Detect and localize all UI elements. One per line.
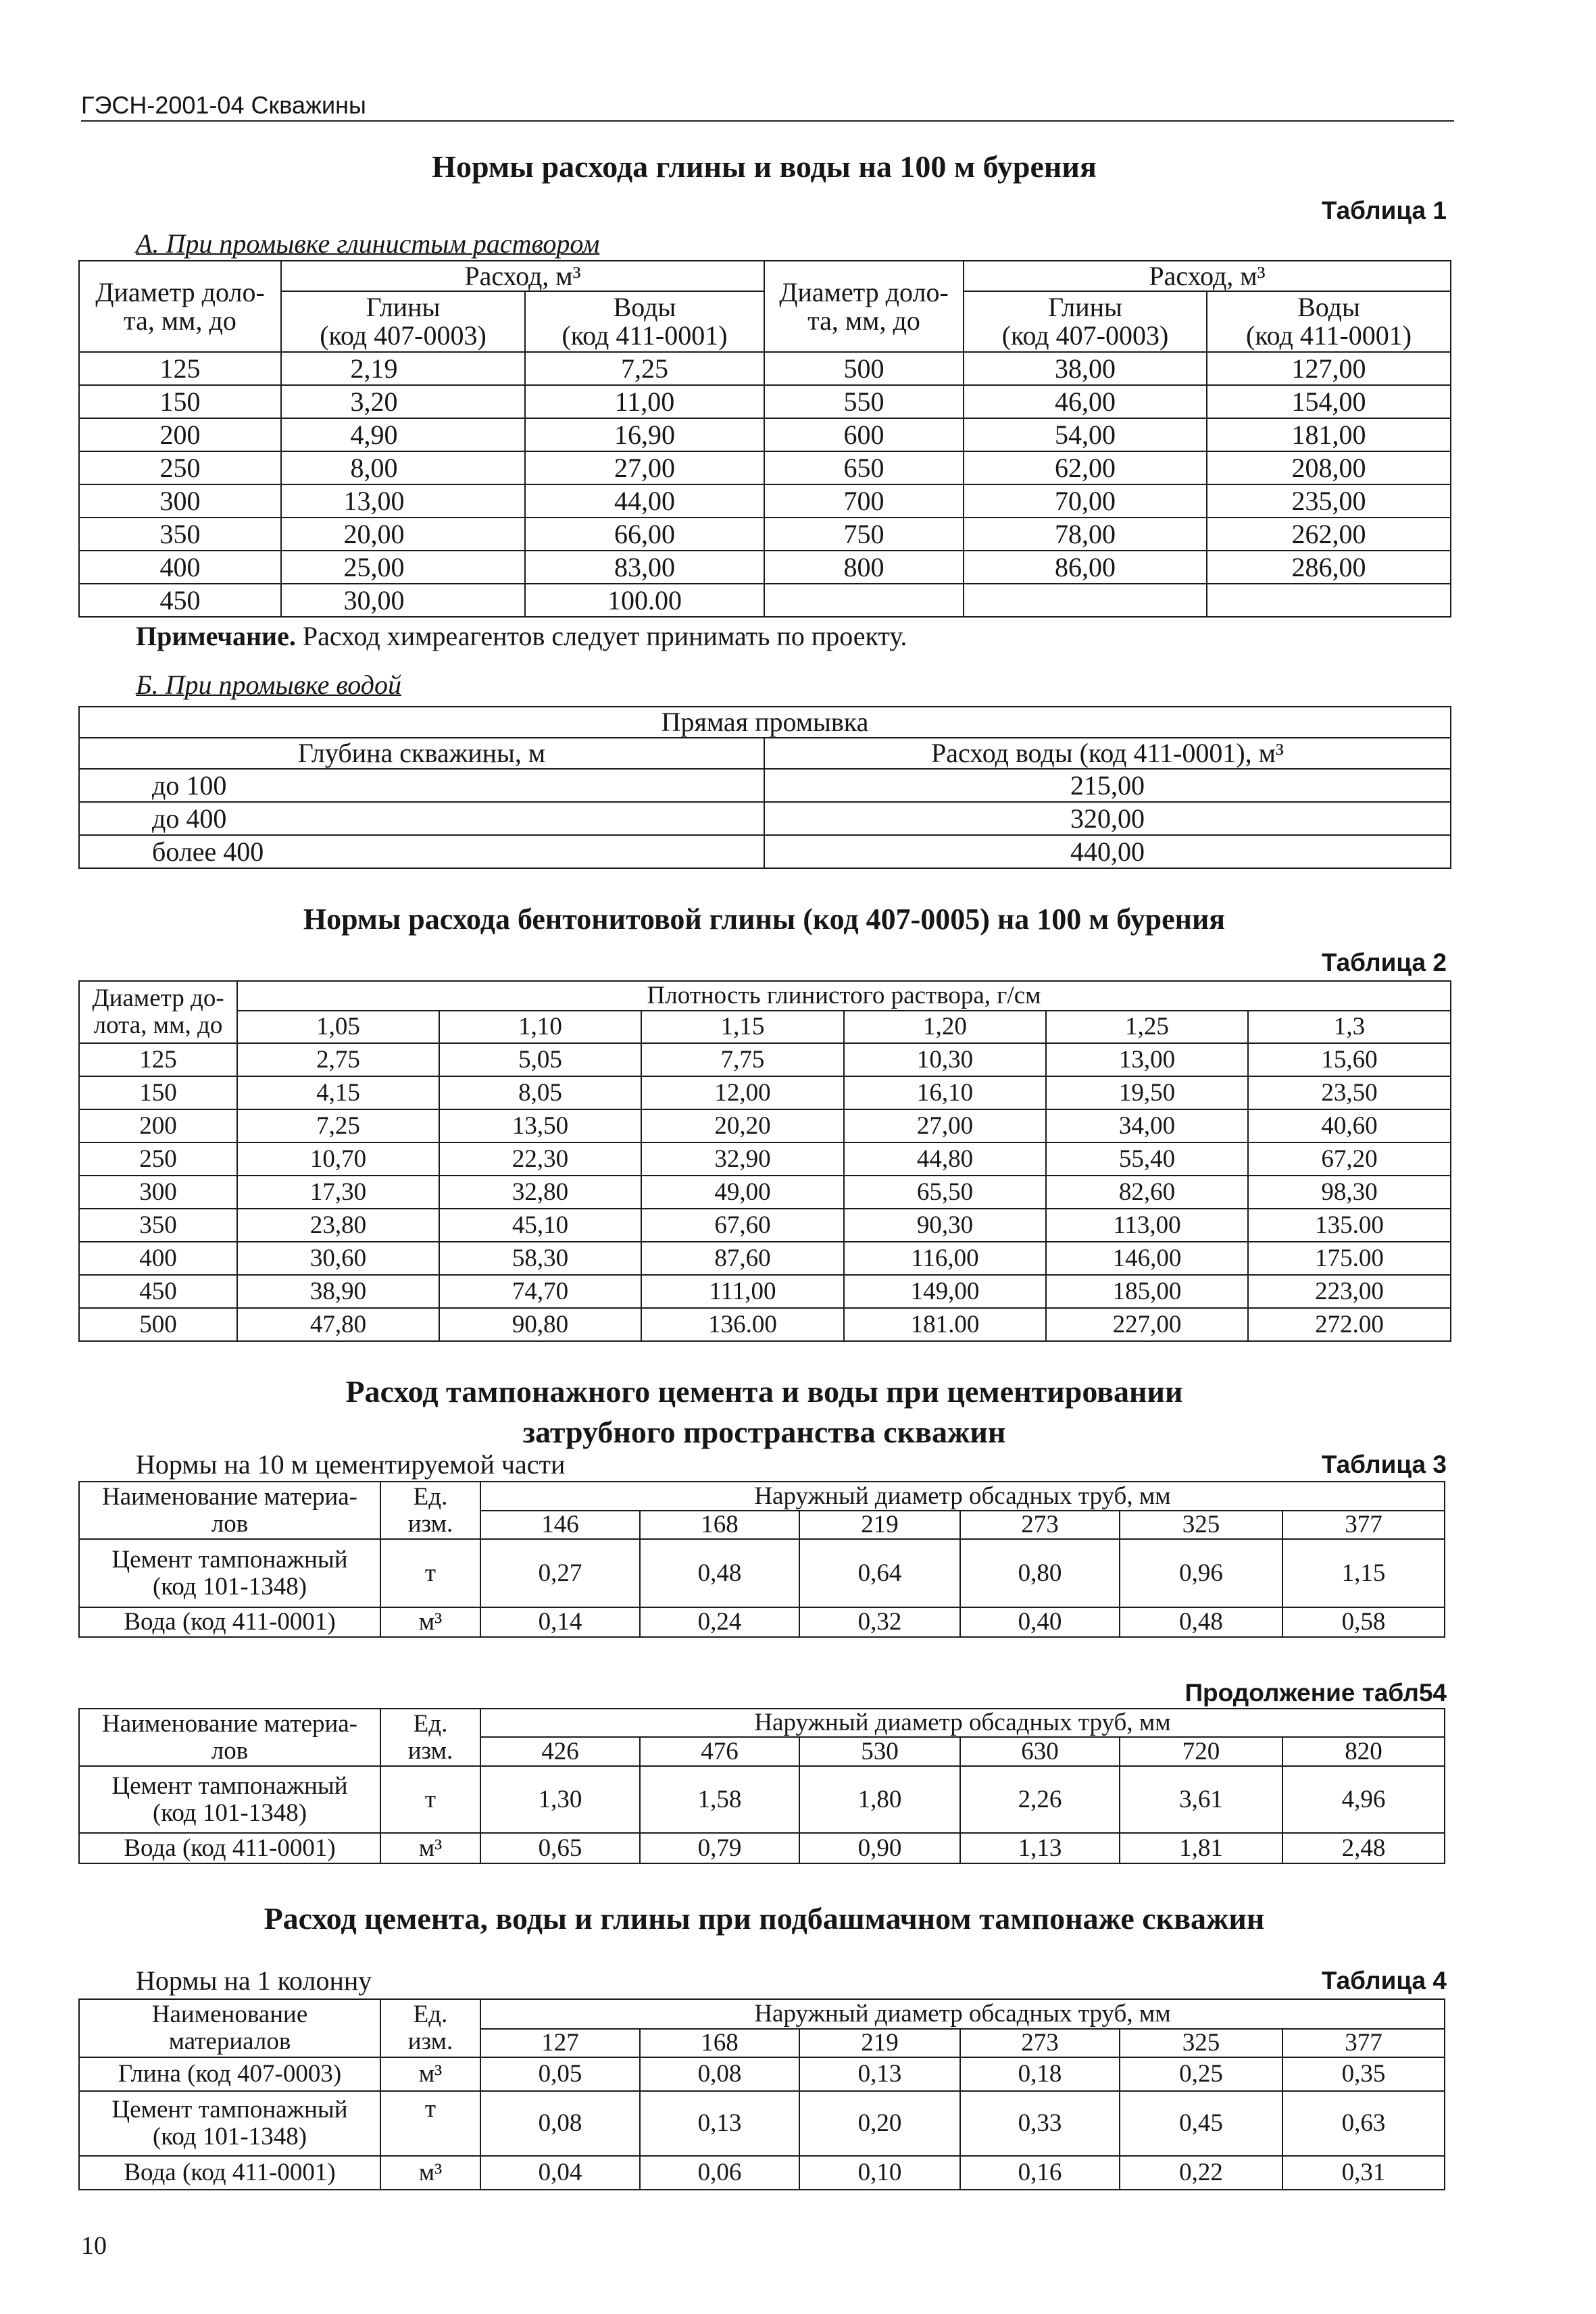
consumption-value-cell: 0,13: [799, 2057, 960, 2091]
diameter-cell: 500: [79, 1308, 237, 1341]
table-row: [79, 2057, 1445, 2091]
shoe-plugging-table: [78, 1998, 1445, 2190]
bentonite-consumption-cell: 55,40: [1046, 1142, 1248, 1176]
table-header-row: [79, 1709, 1445, 1737]
table-row: [79, 1275, 1451, 1308]
bentonite-consumption-cell: 58,30: [439, 1242, 641, 1275]
bentonite-clay-table: [78, 980, 1451, 1342]
consumption-value-cell: 0,14: [480, 1607, 640, 1637]
table-header: [79, 707, 1451, 769]
bentonite-consumption-cell: 65,50: [844, 1176, 1046, 1209]
water-header: Воды (код 411-0001): [525, 291, 764, 352]
table-body: [79, 2057, 1445, 2190]
consumption-header: Расход, м³: [281, 261, 764, 291]
water-consumption-cell: 215,00: [764, 769, 1451, 802]
bentonite-consumption-cell: 67,20: [1248, 1142, 1451, 1176]
bentonite-consumption-cell: 38,90: [237, 1275, 439, 1308]
pipe-diameter-cell: 168: [640, 2029, 799, 2057]
table-row: [79, 1076, 1451, 1109]
diameter-cell: 250: [79, 451, 281, 484]
bentonite-consumption-cell: 12,00: [641, 1076, 844, 1109]
diameter-cell: 350: [79, 518, 281, 551]
bentonite-consumption-cell: 116,00: [844, 1242, 1046, 1275]
consumption-value-cell: 1,13: [960, 1833, 1120, 1863]
water-consumption-cell: 100.00: [525, 584, 764, 617]
water-consumption-cell: 44,00: [525, 484, 764, 518]
table-row: [79, 1176, 1451, 1209]
consumption-value-cell: 0,32: [799, 1607, 960, 1637]
bentonite-consumption-cell: 67,60: [641, 1209, 844, 1242]
unit-header: Ед. изм.: [380, 1482, 480, 1539]
table-body: [79, 1539, 1445, 1637]
unit-header: Ед. изм.: [380, 1999, 480, 2057]
unit-cell: м³: [380, 2057, 480, 2091]
material-name-cell: Вода (код 411-0001): [79, 1607, 380, 1637]
pipe-diameter-cell: 273: [960, 1511, 1120, 1539]
clay-consumption-cell: 86,00: [964, 551, 1207, 584]
clay-consumption-cell: 38,00: [964, 352, 1207, 385]
diameter-cell: 800: [764, 551, 964, 584]
water-consumption-cell: 262,00: [1207, 518, 1451, 551]
clay-mud-flushing-table: [78, 260, 1451, 618]
table-header-row: [79, 1999, 1445, 2029]
table-row: [79, 835, 1451, 868]
consumption-value-cell: 0,20: [799, 2091, 960, 2156]
diameter-cell: 300: [79, 484, 281, 518]
bentonite-consumption-cell: 113,00: [1046, 1209, 1248, 1242]
bentonite-consumption-cell: 98,30: [1248, 1176, 1451, 1209]
running-header: ГЭСН-2001-04 Скважины: [81, 91, 366, 119]
consumption-value-cell: 0,96: [1120, 1539, 1282, 1607]
well-depth-cell: до 400: [79, 802, 764, 835]
table-row: [79, 518, 1451, 551]
consumption-value-cell: 2,48: [1282, 1833, 1445, 1863]
pipe-diameter-cell: 219: [799, 1511, 960, 1539]
table-row: [79, 551, 1451, 584]
bentonite-consumption-cell: 13,50: [439, 1109, 641, 1142]
bentonite-consumption-cell: 227,00: [1046, 1308, 1248, 1341]
bentonite-consumption-cell: 44,80: [844, 1142, 1046, 1176]
consumption-value-cell: 0,31: [1282, 2156, 1445, 2190]
bentonite-consumption-cell: 47,80: [237, 1308, 439, 1341]
pipe-diameter-cell: 168: [640, 1511, 799, 1539]
table4-title: Расход цемента, воды и глины при подбашмачном тампонаже скважин: [264, 1901, 1265, 1936]
water-consumption-cell: 154,00: [1207, 385, 1451, 418]
bentonite-consumption-cell: 272.00: [1248, 1308, 1451, 1341]
bentonite-consumption-cell: 22,30: [439, 1142, 641, 1176]
table-header-row: [79, 981, 1451, 1011]
water-consumption-cell: [1207, 584, 1451, 617]
consumption-value-cell: 0,18: [960, 2057, 1120, 2091]
table3-norm-note: Нормы на 10 м цементируемой части: [136, 1449, 566, 1480]
bentonite-consumption-cell: 13,00: [1046, 1043, 1248, 1076]
table-header: [79, 261, 1451, 352]
pipe-diameter-cell: 219: [799, 2029, 960, 2057]
consumption-value-cell: 1,58: [640, 1766, 799, 1833]
table-row: [79, 802, 1451, 835]
water-consumption-cell: 83,00: [525, 551, 764, 584]
table3-label: Таблица 3: [1321, 1451, 1447, 1478]
table-header-row: [79, 1482, 1445, 1511]
consumption-value-cell: 0,63: [1282, 2091, 1445, 2156]
diameter-cell: [764, 584, 964, 617]
table-row: [79, 769, 1451, 802]
clay-consumption-cell: 25,00: [281, 551, 525, 584]
bentonite-consumption-cell: 23,80: [237, 1209, 439, 1242]
table1-part-b-caption: Б. При промывке водой: [136, 670, 401, 700]
table4-label: Таблица 4: [1321, 1967, 1447, 1994]
table-row: [79, 584, 1451, 617]
pipe-diameter-cell: 426: [480, 1737, 640, 1766]
pipe-diameter-header: Наружный диаметр обсадных труб, мм: [480, 1709, 1445, 1737]
clay-consumption-cell: [964, 584, 1207, 617]
table-header: [79, 981, 1451, 1043]
material-header: Наименование материа- лов: [79, 1482, 380, 1539]
direct-flushing-header: Прямая промывка: [79, 707, 1451, 738]
consumption-value-cell: 0,58: [1282, 1607, 1445, 1637]
table-body: [79, 769, 1451, 868]
density-header: 1,15: [641, 1011, 844, 1043]
consumption-value-cell: 1,80: [799, 1766, 960, 1833]
table-row: [79, 2156, 1445, 2190]
water-consumption-header: Расход воды (код 411-0001), м³: [764, 738, 1451, 769]
pipe-diameter-cell: 820: [1282, 1737, 1445, 1766]
table-row: [79, 1833, 1445, 1863]
table1-label: Таблица 1: [1321, 197, 1447, 224]
consumption-value-cell: 0,25: [1120, 2057, 1282, 2091]
page-number: 10: [81, 2232, 107, 2260]
pipe-diameter-cell: 325: [1120, 2029, 1282, 2057]
diameter-cell: 550: [764, 385, 964, 418]
clay-consumption-cell: 70,00: [964, 484, 1207, 518]
consumption-value-cell: 3,61: [1120, 1766, 1282, 1833]
well-depth-cell: до 100: [79, 769, 764, 802]
clay-consumption-cell: 4,90: [281, 418, 525, 451]
density-header: 1,05: [237, 1011, 439, 1043]
bentonite-consumption-cell: 10,30: [844, 1043, 1046, 1076]
bentonite-consumption-cell: 15,60: [1248, 1043, 1451, 1076]
bentonite-consumption-cell: 74,70: [439, 1275, 641, 1308]
bentonite-consumption-cell: 49,00: [641, 1176, 844, 1209]
diameter-cell: 200: [79, 418, 281, 451]
table-header-row: [79, 261, 1451, 291]
bentonite-consumption-cell: 34,00: [1046, 1109, 1248, 1142]
consumption-value-cell: 0,24: [640, 1607, 799, 1637]
density-header: 1,10: [439, 1011, 641, 1043]
diameter-cell: 500: [764, 352, 964, 385]
consumption-value-cell: 0,45: [1120, 2091, 1282, 2156]
consumption-value-cell: 1,81: [1120, 1833, 1282, 1863]
consumption-value-cell: 0,22: [1120, 2156, 1282, 2190]
clay-consumption-cell: 78,00: [964, 518, 1207, 551]
table-row: [79, 1607, 1445, 1637]
consumption-value-cell: 0,04: [480, 2156, 640, 2190]
material-name-cell: Цемент тампонажный (код 101-1348): [79, 1766, 380, 1833]
clay-consumption-cell: 54,00: [964, 418, 1207, 451]
consumption-value-cell: 1,15: [1282, 1539, 1445, 1607]
diameter-cell: 250: [79, 1142, 237, 1176]
bentonite-consumption-cell: 135.00: [1248, 1209, 1451, 1242]
diameter-cell: 750: [764, 518, 964, 551]
pipe-diameter-cell: 476: [640, 1737, 799, 1766]
bentonite-consumption-cell: 16,10: [844, 1076, 1046, 1109]
consumption-value-cell: 0,16: [960, 2156, 1120, 2190]
bentonite-consumption-cell: 30,60: [237, 1242, 439, 1275]
consumption-value-cell: 1,30: [480, 1766, 640, 1833]
note-text: Расход химреагентов следует принимать по проекту.: [295, 621, 907, 651]
table-row: [79, 1142, 1451, 1176]
clay-consumption-cell: 20,00: [281, 518, 525, 551]
bentonite-consumption-cell: 32,80: [439, 1176, 641, 1209]
bentonite-consumption-cell: 4,15: [237, 1076, 439, 1109]
diameter-header: Диаметр доло- та, мм, до: [764, 261, 964, 352]
density-group-header: Плотность глинистого раствора, г/см: [237, 981, 1451, 1011]
diameter-cell: 300: [79, 1176, 237, 1209]
water-header: Воды (код 411-0001): [1207, 291, 1451, 352]
table-row: [79, 352, 1451, 385]
diameter-cell: 350: [79, 1209, 237, 1242]
diameter-cell: 400: [79, 1242, 237, 1275]
water-consumption-cell: 27,00: [525, 451, 764, 484]
table-row: [79, 484, 1451, 518]
bentonite-consumption-cell: 10,70: [237, 1142, 439, 1176]
table-row: [79, 1242, 1451, 1275]
material-name-cell: Вода (код 411-0001): [79, 2156, 380, 2190]
pipe-diameter-cell: 325: [1120, 1511, 1282, 1539]
table-row: [79, 385, 1451, 418]
consumption-value-cell: 0,06: [640, 2156, 799, 2190]
density-header: 1,25: [1046, 1011, 1248, 1043]
water-consumption-cell: 208,00: [1207, 451, 1451, 484]
bentonite-consumption-cell: 136.00: [641, 1308, 844, 1341]
bentonite-consumption-cell: 223,00: [1248, 1275, 1451, 1308]
diameter-cell: 450: [79, 584, 281, 617]
table-row: [79, 451, 1451, 484]
cementing-table-continuation: [78, 1708, 1445, 1864]
unit-cell: м³: [380, 1833, 480, 1863]
consumption-value-cell: 0,13: [640, 2091, 799, 2156]
bentonite-consumption-cell: 8,05: [439, 1076, 641, 1109]
table-header: [79, 1709, 1445, 1766]
pipe-diameter-cell: 720: [1120, 1737, 1282, 1766]
unit-cell: т: [380, 1539, 480, 1607]
pipe-diameter-cell: 530: [799, 1737, 960, 1766]
clay-consumption-cell: 2,19: [281, 352, 525, 385]
consumption-value-cell: 0,35: [1282, 2057, 1445, 2091]
density-header: 1,3: [1248, 1011, 1451, 1043]
consumption-value-cell: 2,26: [960, 1766, 1120, 1833]
clay-consumption-cell: 62,00: [964, 451, 1207, 484]
header-rule: [81, 120, 1454, 122]
table-row: [79, 1766, 1445, 1833]
material-name-cell: Вода (код 411-0001): [79, 1833, 380, 1863]
bentonite-consumption-cell: 32,90: [641, 1142, 844, 1176]
bentonite-consumption-cell: 87,60: [641, 1242, 844, 1275]
diameter-cell: 150: [79, 385, 281, 418]
diameter-header: Диаметр доло- та, мм, до: [79, 261, 281, 352]
pipe-diameter-header: Наружный диаметр обсадных труб, мм: [480, 1999, 1445, 2029]
bentonite-consumption-cell: 45,10: [439, 1209, 641, 1242]
material-header: Наименование материа- лов: [79, 1709, 380, 1766]
table-row: [79, 1043, 1451, 1076]
consumption-value-cell: 0,08: [640, 2057, 799, 2091]
bentonite-consumption-cell: 90,30: [844, 1209, 1046, 1242]
pipe-diameter-cell: 630: [960, 1737, 1120, 1766]
bentonite-consumption-cell: 2,75: [237, 1043, 439, 1076]
diameter-cell: 150: [79, 1076, 237, 1109]
consumption-value-cell: 0,40: [960, 1607, 1120, 1637]
consumption-value-cell: 0,48: [1120, 1607, 1282, 1637]
clay-header: Глины (код 407-0003): [964, 291, 1207, 352]
table1-title: Нормы расхода глины и воды на 100 м бурения: [432, 149, 1097, 184]
table-row: [79, 1539, 1445, 1607]
water-consumption-cell: 11,00: [525, 385, 764, 418]
table1-part-a-caption: А. При промывке глинистым раствором: [136, 228, 600, 259]
pipe-diameter-cell: 127: [480, 2029, 640, 2057]
table-header: [79, 1482, 1445, 1539]
pipe-diameter-cell: 273: [960, 2029, 1120, 2057]
water-consumption-cell: 181,00: [1207, 418, 1451, 451]
cementing-table: [78, 1481, 1445, 1638]
unit-cell: т: [380, 2091, 480, 2156]
bentonite-consumption-cell: 20,20: [641, 1109, 844, 1142]
water-consumption-cell: 286,00: [1207, 551, 1451, 584]
consumption-value-cell: 0,79: [640, 1833, 799, 1863]
bentonite-consumption-cell: 181.00: [844, 1308, 1046, 1341]
bentonite-consumption-cell: 90,80: [439, 1308, 641, 1341]
table-header-row: [79, 738, 1451, 769]
consumption-value-cell: 0,80: [960, 1539, 1120, 1607]
consumption-value-cell: 0,33: [960, 2091, 1120, 2156]
consumption-value-cell: 0,65: [480, 1833, 640, 1863]
diameter-cell: 650: [764, 451, 964, 484]
diameter-cell: 700: [764, 484, 964, 518]
bentonite-consumption-cell: 111,00: [641, 1275, 844, 1308]
water-flushing-table: [78, 706, 1451, 869]
bentonite-consumption-cell: 185,00: [1046, 1275, 1248, 1308]
unit-cell: м³: [380, 1607, 480, 1637]
table-header: [79, 1999, 1445, 2057]
table-row: [79, 1109, 1451, 1142]
pipe-diameter-header: Наружный диаметр обсадных труб, мм: [480, 1482, 1445, 1511]
clay-header: Глины (код 407-0003): [281, 291, 525, 352]
material-name-cell: Глина (код 407-0003): [79, 2057, 380, 2091]
diameter-cell: 200: [79, 1109, 237, 1142]
bentonite-consumption-cell: 7,75: [641, 1043, 844, 1076]
unit-header: Ед. изм.: [380, 1709, 480, 1766]
clay-consumption-cell: 3,20: [281, 385, 525, 418]
water-consumption-cell: 7,25: [525, 352, 764, 385]
bentonite-consumption-cell: 7,25: [237, 1109, 439, 1142]
water-consumption-cell: 127,00: [1207, 352, 1451, 385]
bentonite-consumption-cell: 175.00: [1248, 1242, 1451, 1275]
consumption-value-cell: 0,10: [799, 2156, 960, 2190]
consumption-value-cell: 0,48: [640, 1539, 799, 1607]
diameter-cell: 600: [764, 418, 964, 451]
bentonite-consumption-cell: 82,60: [1046, 1176, 1248, 1209]
table1-note: [136, 622, 907, 651]
bentonite-consumption-cell: 146,00: [1046, 1242, 1248, 1275]
table4-norm-note: Нормы на 1 колонну: [136, 1965, 372, 1996]
material-header: Наименование материалов: [79, 1999, 380, 2057]
consumption-value-cell: 0,08: [480, 2091, 640, 2156]
clay-consumption-cell: 13,00: [281, 484, 525, 518]
note-label: Примечание.: [136, 621, 296, 651]
consumption-value-cell: 0,64: [799, 1539, 960, 1607]
water-consumption-cell: 16,90: [525, 418, 764, 451]
table-body: [79, 1043, 1451, 1341]
water-consumption-cell: 320,00: [764, 802, 1451, 835]
table2-title: Нормы расхода бентонитовой глины (код 407-0005) на 100 м бурения: [303, 903, 1226, 936]
bentonite-consumption-cell: 5,05: [439, 1043, 641, 1076]
diameter-header: Диаметр до- лота, мм, до: [79, 981, 237, 1043]
bentonite-consumption-cell: 27,00: [844, 1109, 1046, 1142]
bentonite-consumption-cell: 19,50: [1046, 1076, 1248, 1109]
water-consumption-cell: 66,00: [525, 518, 764, 551]
table3-continuation-label: Продолжение табл54: [1184, 1679, 1447, 1707]
density-header: 1,20: [844, 1011, 1046, 1043]
table-header-row: [79, 707, 1451, 738]
unit-cell: м³: [380, 2156, 480, 2190]
table-row: [79, 1308, 1451, 1341]
well-depth-header: Глубина скважины, м: [79, 738, 764, 769]
diameter-cell: 125: [79, 352, 281, 385]
unit-cell: т: [380, 1766, 480, 1833]
table-row: [79, 1209, 1451, 1242]
diameter-cell: 400: [79, 551, 281, 584]
table-row: [79, 2091, 1445, 2156]
consumption-header: Расход, м³: [964, 261, 1451, 291]
material-name-cell: Цемент тампонажный (код 101-1348): [79, 2091, 380, 2156]
table-body: [79, 352, 1451, 617]
clay-consumption-cell: 8,00: [281, 451, 525, 484]
water-consumption-cell: 235,00: [1207, 484, 1451, 518]
bentonite-consumption-cell: 23,50: [1248, 1076, 1451, 1109]
water-consumption-cell: 440,00: [764, 835, 1451, 868]
table2-label: Таблица 2: [1321, 949, 1447, 976]
diameter-cell: 125: [79, 1043, 237, 1076]
clay-consumption-cell: 30,00: [281, 584, 525, 617]
table-header-row: [79, 1011, 1451, 1043]
well-depth-cell: более 400: [79, 835, 764, 868]
diameter-cell: 450: [79, 1275, 237, 1308]
pipe-diameter-cell: 377: [1282, 2029, 1445, 2057]
bentonite-consumption-cell: 17,30: [237, 1176, 439, 1209]
consumption-value-cell: 0,27: [480, 1539, 640, 1607]
clay-consumption-cell: 46,00: [964, 385, 1207, 418]
consumption-value-cell: 4,96: [1282, 1766, 1445, 1833]
pipe-diameter-cell: 377: [1282, 1511, 1445, 1539]
consumption-value-cell: 0,90: [799, 1833, 960, 1863]
material-name-cell: Цемент тампонажный (код 101-1348): [79, 1539, 380, 1607]
table-body: [79, 1766, 1445, 1863]
table-row: [79, 418, 1451, 451]
pipe-diameter-cell: 146: [480, 1511, 640, 1539]
bentonite-consumption-cell: 40,60: [1248, 1109, 1451, 1142]
table3-title: Расход тампонажного цемента и воды при цементировании затрубного пространства скважин: [345, 1374, 1183, 1449]
bentonite-consumption-cell: 149,00: [844, 1275, 1046, 1308]
consumption-value-cell: 0,05: [480, 2057, 640, 2091]
